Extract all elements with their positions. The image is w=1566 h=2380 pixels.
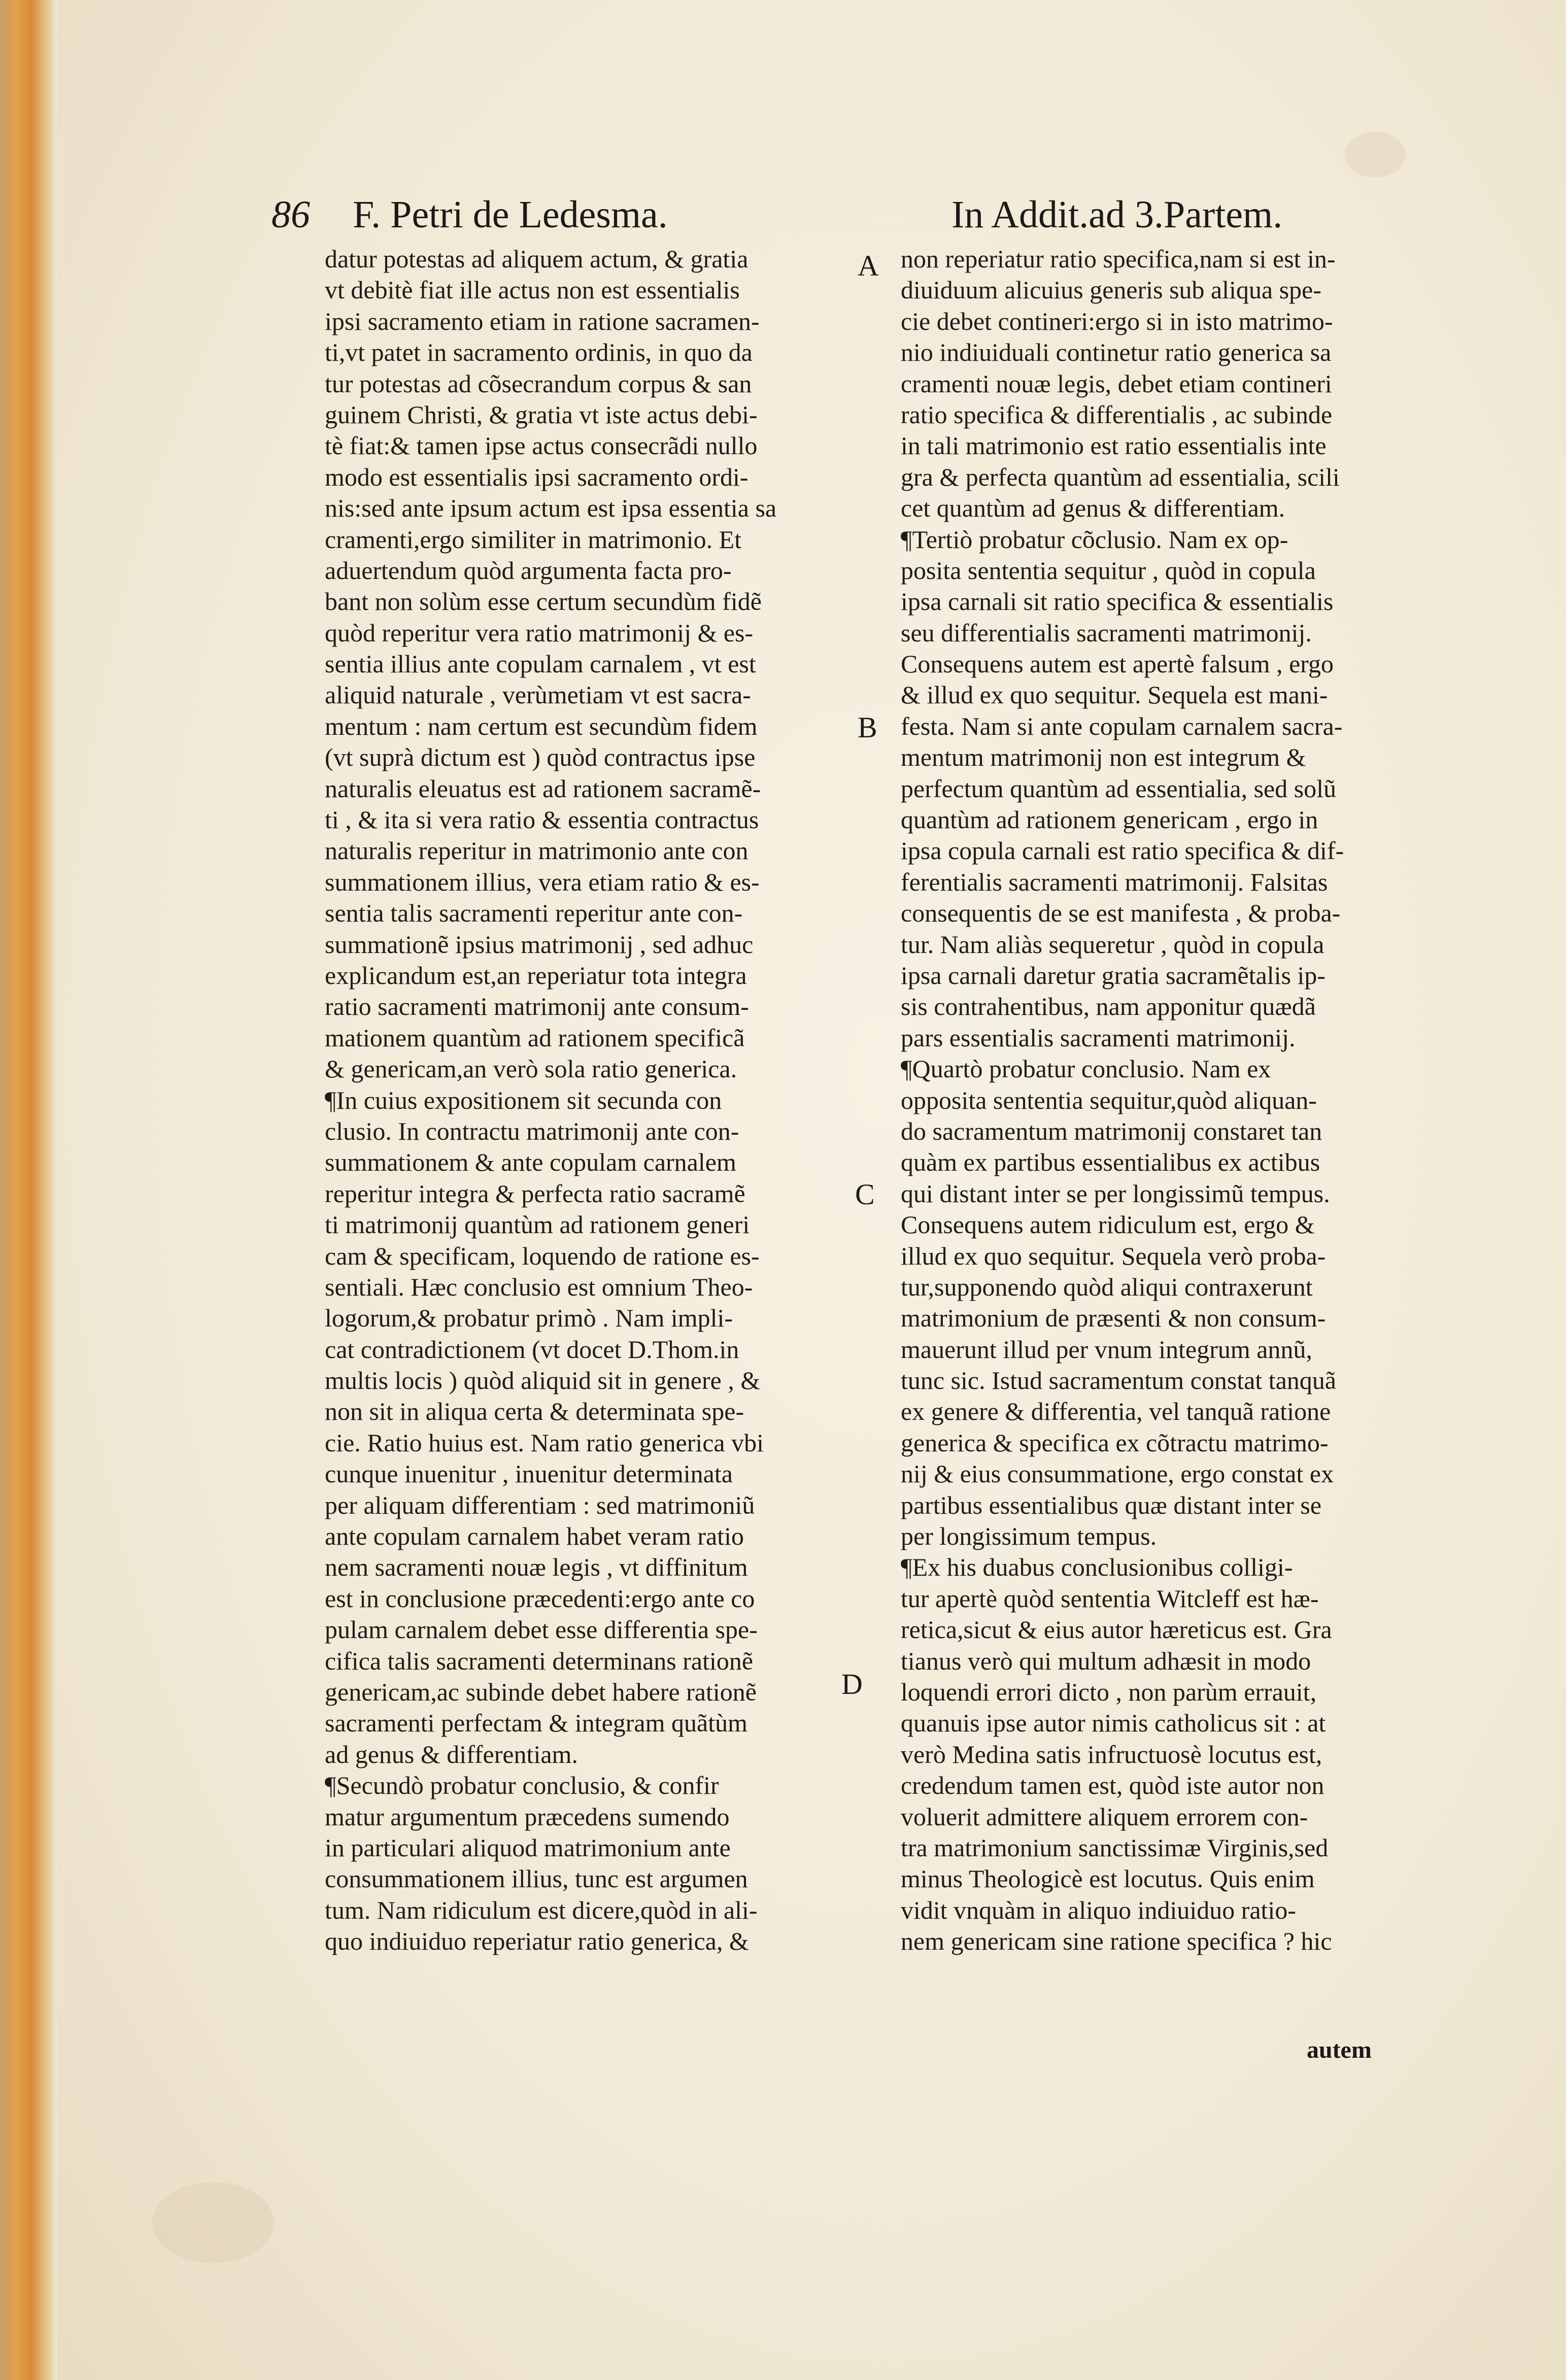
text-line: ti,vt patet in sacramento ordinis, in quo da bbox=[325, 338, 753, 367]
text-line: mauerunt illud per vnum integrum annũ, bbox=[901, 1335, 1312, 1364]
margin-letter-a: A bbox=[858, 249, 879, 282]
text-line: qui distant inter se per longissimũ tempus. bbox=[901, 1179, 1330, 1208]
text-line: naturalis eleuatus est ad rationem sacramẽ- bbox=[325, 774, 761, 803]
text-line: perfectum quantùm ad essentialia, sed solũ bbox=[901, 774, 1337, 803]
text-line: datur potestas ad aliquem actum, & gratia bbox=[325, 245, 748, 273]
text-line: nem genericam sine ratione specifica ? hic bbox=[901, 1927, 1332, 1956]
text-line: aliquid naturale , verùmetiam vt est sacra- bbox=[325, 681, 751, 709]
text-line: cifica talis sacramenti determinans rationẽ bbox=[325, 1646, 754, 1675]
margin-letter-d: D bbox=[841, 1668, 863, 1701]
text-line: genericam,ac subinde debet habere rationẽ bbox=[325, 1677, 757, 1706]
text-line: summationem illius, vera etiam ratio & es- bbox=[325, 867, 760, 896]
text-line: ¶Secundò probatur conclusio, & confir bbox=[325, 1771, 719, 1800]
text-line: quanuis ipse autor nimis catholicus sit : at bbox=[901, 1709, 1326, 1738]
text-line: bant non solùm esse certum secundùm fidẽ bbox=[325, 587, 762, 616]
text-line: quo indiuiduo reperiatur ratio generica, & bbox=[325, 1927, 749, 1956]
text-line: diuiduum alicuius generis sub aliqua spe- bbox=[901, 276, 1322, 304]
text-line: tur apertè quòd sententia Witcleff est hæ- bbox=[901, 1584, 1319, 1613]
text-line: retica,sicut & eius autor hæreticus est. Gra bbox=[901, 1615, 1332, 1644]
text-line: pulam carnalem debet esse differentia spe- bbox=[325, 1615, 758, 1644]
text-line: in tali matrimonio est ratio essentialis inte bbox=[901, 431, 1326, 460]
text-line: tur. Nam aliàs sequeretur , quòd in copula bbox=[901, 930, 1324, 959]
right-text-column bbox=[901, 244, 1408, 1957]
text-line: do sacramentum matrimonij constaret tan bbox=[901, 1116, 1322, 1145]
text-line: partibus essentialibus quæ distant inter se bbox=[901, 1490, 1322, 1519]
text-line: naturalis reperitur in matrimonio ante con bbox=[325, 836, 748, 865]
running-header bbox=[271, 193, 1388, 249]
text-line: ¶In cuius expositionem sit secunda con bbox=[325, 1085, 722, 1114]
text-line: est in conclusione præcedenti:ergo ante co bbox=[325, 1584, 755, 1613]
catchword: autem bbox=[1307, 2036, 1372, 2063]
left-text-column bbox=[325, 244, 832, 1957]
text-line: credendum tamen est, quòd iste autor non bbox=[901, 1771, 1324, 1800]
text-line: tra matrimonium sanctissimæ Virginis,sed bbox=[901, 1833, 1329, 1862]
text-line: ti , & ita si vera ratio & essentia contractus bbox=[325, 805, 759, 834]
text-line: tianus verò qui multum adhæsit in modo bbox=[901, 1646, 1311, 1675]
text-line: generica & specifica ex cõtractu matrimo- bbox=[901, 1428, 1329, 1457]
text-line: ti matrimonij quantùm ad rationem generi bbox=[325, 1210, 750, 1239]
text-line: cramenti nouæ legis, debet etiam contineri bbox=[901, 369, 1332, 398]
text-line: minus Theologicè est locutus. Quis enim bbox=[901, 1864, 1315, 1893]
text-line: nij & eius consummatione, ergo constat ex bbox=[901, 1459, 1334, 1488]
running-title-author: F. Petri de Ledesma. bbox=[353, 193, 668, 236]
text-line: per aliquam differentiam : sed matrimoniũ bbox=[325, 1490, 755, 1519]
text-line: & illud ex quo sequitur. Sequela est mani- bbox=[901, 681, 1328, 709]
text-line: per longissimum tempus. bbox=[901, 1522, 1157, 1551]
book-page-edge bbox=[0, 0, 57, 2380]
paper-stain bbox=[1345, 132, 1406, 178]
text-line: nio indiuiduali continetur ratio generica sa bbox=[901, 338, 1332, 367]
text-line: cramenti,ergo similiter in matrimonio. Et bbox=[325, 525, 742, 554]
text-line: mentum matrimonij non est integrum & bbox=[901, 743, 1306, 772]
text-line: in particulari aliquod matrimonium ante bbox=[325, 1833, 731, 1862]
text-line: consequentis de se est manifesta , & proba- bbox=[901, 899, 1341, 928]
text-line: sentiali. Hæc conclusio est omnium Theo- bbox=[325, 1272, 753, 1301]
text-line: & genericam,an verò sola ratio generica. bbox=[325, 1055, 737, 1083]
margin-letter-c: C bbox=[855, 1178, 875, 1211]
text-line: (vt suprà dictum est ) quòd contractus ipse bbox=[325, 743, 756, 772]
text-line: seu differentialis sacramenti matrimonij. bbox=[901, 618, 1312, 647]
text-line: sacramenti perfectam & integram quãtùm bbox=[325, 1709, 747, 1738]
text-line: explicandum est,an reperiatur tota integra bbox=[325, 961, 747, 990]
text-line: aduertendum quòd argumenta facta pro- bbox=[325, 556, 732, 585]
text-line: reperitur integra & perfecta ratio sacramẽ bbox=[325, 1179, 745, 1208]
text-line: illud ex quo sequitur. Sequela verò proba- bbox=[901, 1241, 1326, 1270]
text-line: mationem quantùm ad rationem specificã bbox=[325, 1023, 745, 1052]
text-line: nis:sed ante ipsum actum est ipsa essentia sa bbox=[325, 494, 777, 523]
text-line: ferentialis sacramenti matrimonij. Falsitas bbox=[901, 867, 1328, 896]
text-line: non sit in aliqua certa & determinata spe- bbox=[325, 1397, 744, 1426]
text-line: ipsa carnali daretur gratia sacramẽtalis ip- bbox=[901, 961, 1326, 990]
margin-letter-b: B bbox=[858, 711, 877, 744]
text-line: sis contrahentibus, nam apponitur quædã bbox=[901, 992, 1316, 1021]
text-line: cam & specificam, loquendo de ratione es- bbox=[325, 1241, 760, 1270]
text-line: ¶Quartò probatur conclusio. Nam ex bbox=[901, 1055, 1271, 1083]
text-line: tur potestas ad cõsecrandum corpus & san bbox=[325, 369, 752, 398]
text-line: quantùm ad rationem genericam , ergo in bbox=[901, 805, 1318, 834]
text-line: ipsi sacramento etiam in ratione sacramen- bbox=[325, 307, 760, 335]
text-line: ratio specifica & differentialis , ac subinde bbox=[901, 400, 1333, 429]
text-line: sentia illius ante copulam carnalem , vt est bbox=[325, 650, 756, 678]
text-line: Consequens autem ridiculum est, ergo & bbox=[901, 1210, 1315, 1239]
text-line: tè fiat:& tamen ipse actus consecrãdi nullo bbox=[325, 431, 758, 460]
text-line: tum. Nam ridiculum est dicere,quòd in ali- bbox=[325, 1895, 758, 1924]
text-line: ratio sacramenti matrimonij ante consum- bbox=[325, 992, 749, 1021]
text-line: ¶Ex his duabus conclusionibus colligi- bbox=[901, 1553, 1293, 1582]
text-line: cie debet contineri:ergo si in isto matrimo- bbox=[901, 307, 1333, 335]
text-line: clusio. In contractu matrimonij ante con- bbox=[325, 1116, 739, 1145]
text-line: nem sacramenti nouæ legis , vt diffinitum bbox=[325, 1553, 748, 1582]
text-line: ipsa copula carnali est ratio specifica & dif- bbox=[901, 836, 1344, 865]
text-line: non reperiatur ratio specifica,nam si est in- bbox=[901, 245, 1336, 273]
text-line: voluerit admittere aliquem errorem con- bbox=[901, 1802, 1308, 1831]
page-number: 86 bbox=[271, 193, 310, 236]
text-line: summationẽ ipsius matrimonij , sed adhuc bbox=[325, 930, 754, 959]
text-line: mentum : nam certum est secundùm fidem bbox=[325, 711, 758, 740]
text-line: vt debitè fiat ille actus non est essentialis bbox=[325, 276, 740, 304]
text-line: cet quantùm ad genus & differentiam. bbox=[901, 494, 1285, 523]
text-line: logorum,& probatur primò . Nam impli- bbox=[325, 1304, 733, 1333]
text-line: tunc sic. Istud sacramentum constat tanquã bbox=[901, 1366, 1337, 1395]
running-title-section: In Addit.ad 3.Partem. bbox=[951, 193, 1283, 236]
text-line: festa. Nam si ante copulam carnalem sacra- bbox=[901, 711, 1343, 740]
text-line: sentia talis sacramenti reperitur ante con- bbox=[325, 899, 743, 928]
text-line: vidit vnquàm in aliquo indiuiduo ratio- bbox=[901, 1895, 1297, 1924]
text-line: summationem & ante copulam carnalem bbox=[325, 1148, 736, 1177]
text-line: consummationem illius, tunc est argumen bbox=[325, 1864, 748, 1893]
text-line: matrimonium de præsenti & non consum- bbox=[901, 1304, 1326, 1333]
paper-stain bbox=[152, 2182, 274, 2263]
text-line: multis locis ) quòd aliquid sit in genere , & bbox=[325, 1366, 761, 1395]
text-line: gra & perfecta quantùm ad essentialia, scili bbox=[901, 462, 1340, 491]
text-line: Consequens autem est apertè falsum , ergo bbox=[901, 650, 1334, 678]
text-line: matur argumentum præcedens sumendo bbox=[325, 1802, 730, 1831]
text-line: opposita sententia sequitur,quòd aliquan- bbox=[901, 1085, 1317, 1114]
text-line: cat contradictionem (vt docet D.Thom.in bbox=[325, 1335, 739, 1364]
text-line: quòd reperitur vera ratio matrimonij & es- bbox=[325, 618, 754, 647]
text-line: ex genere & differentia, vel tanquã ratione bbox=[901, 1397, 1331, 1426]
text-line: pars essentialis sacramenti matrimonij. bbox=[901, 1023, 1296, 1052]
text-line: quàm ex partibus essentialibus ex actibus bbox=[901, 1148, 1320, 1177]
text-line: verò Medina satis infructuosè locutus est, bbox=[901, 1740, 1322, 1769]
text-line: ante copulam carnalem habet veram ratio bbox=[325, 1522, 744, 1551]
text-line: guinem Christi, & gratia vt iste actus debi- bbox=[325, 400, 758, 429]
text-line: modo est essentialis ipsi sacramento ordi- bbox=[325, 462, 748, 491]
text-line: cie. Ratio huius est. Nam ratio generica vbi bbox=[325, 1428, 764, 1457]
text-line: cunque inuenitur , inuenitur determinata bbox=[325, 1459, 733, 1488]
text-line: ¶Tertiò probatur cõclusio. Nam ex op- bbox=[901, 525, 1288, 554]
text-line: posita sententia sequitur , quòd in copula bbox=[901, 556, 1316, 585]
text-line: tur,supponendo quòd aliqui contraxerunt bbox=[901, 1272, 1313, 1301]
text-line: ipsa carnali sit ratio specifica & essentialis bbox=[901, 587, 1334, 616]
text-line: loquendi errori dicto , non parùm errauit, bbox=[901, 1677, 1317, 1706]
text-line: ad genus & differentiam. bbox=[325, 1740, 578, 1769]
